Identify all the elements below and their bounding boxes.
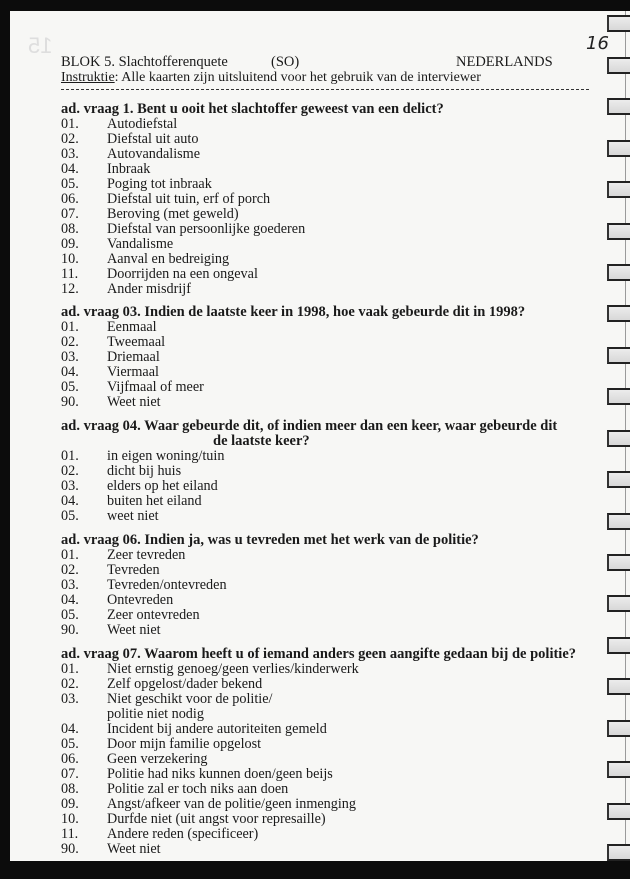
binder-ring: [607, 513, 630, 530]
list-item: 04. Ontevreden: [61, 592, 174, 608]
list-item: 07. Beroving (met geweld): [61, 206, 239, 222]
binder-ring: [607, 223, 630, 240]
list-item: 07. Politie had niks kunnen doen/geen beijs: [61, 766, 333, 782]
binder-ring: [607, 140, 630, 157]
list-item: 10. Durfde niet (uit angst voor represaille): [61, 811, 326, 827]
binder-ring: [607, 15, 630, 32]
binder-ring: [607, 595, 630, 612]
list-item: 11. Doorrijden na een ongeval: [61, 266, 258, 282]
handwritten-page-number: 16: [586, 33, 609, 54]
list-item: 05. Vijfmaal of meer: [61, 379, 204, 395]
bleed-through-page-number: 15: [28, 33, 53, 58]
binder-ring: [607, 844, 630, 861]
list-item: 12. Ander misdrijf: [61, 281, 191, 297]
document-page: [10, 11, 630, 861]
binder-ring: [607, 305, 630, 322]
question-heading: ad. vraag 06. Indien ja, was u tevreden met het werk van de politie?: [61, 532, 479, 548]
list-item: 04. buiten het eiland: [61, 493, 202, 509]
list-item: 10. Aanval en bedreiging: [61, 251, 230, 267]
list-item: 08. Politie zal er toch niks aan doen: [61, 781, 289, 797]
list-item: 02. dicht bij huis: [61, 463, 182, 479]
list-item: 09. Angst/afkeer van de politie/geen inmenging: [61, 796, 356, 812]
list-item: 04. Viermaal: [61, 364, 159, 380]
instruction-label: Instruktie: [61, 70, 115, 85]
binder-ring: [607, 181, 630, 198]
binder-ring: [607, 678, 630, 695]
binder-ring: [607, 761, 630, 778]
block-code: (SO): [271, 54, 300, 70]
list-item: 05. weet niet: [61, 508, 159, 524]
binder-ring: [607, 637, 630, 654]
binder-ring: [607, 98, 630, 115]
question-heading: ad. vraag 07. Waarom heeft u of iemand anders geen aangifte gedaan bij de politie?: [61, 646, 577, 662]
list-item: 01. Autodiefstal: [61, 116, 178, 132]
list-item: 03. Autovandalisme: [61, 146, 200, 162]
binder-ring: [607, 430, 630, 447]
question-heading: ad. vraag 1. Bent u ooit het slachtoffer geweest van een delict?: [61, 101, 444, 117]
list-item: 01. Niet ernstig genoeg/geen verlies/kinderwerk: [61, 661, 359, 677]
list-item: 03. Niet geschikt voor de politie/ politie niet nodig: [61, 691, 273, 722]
list-item: 09. Vandalisme: [61, 236, 174, 252]
list-item: 08. Diefstal van persoonlijke goederen: [61, 221, 306, 237]
list-item: 06. Geen verzekering: [61, 751, 208, 767]
document-header: [61, 54, 553, 70]
list-item: 02. Zelf opgelost/dader bekend: [61, 676, 263, 692]
instruction-line: [61, 70, 541, 86]
binder-ring: [607, 803, 630, 820]
binder-ring: [607, 57, 630, 74]
list-item: 06. Diefstal uit tuin, erf of porch: [61, 191, 271, 207]
list-item: 01. Zeer tevreden: [61, 547, 186, 563]
list-item: 04. Inbraak: [61, 161, 151, 177]
list-item: 02. Diefstal uit auto: [61, 131, 199, 147]
instruction-text: : Alle kaarten zijn uitsluitend voor het gebruik van de interviewer: [114, 70, 481, 85]
list-item: 90. Weet niet: [61, 622, 161, 638]
list-item: 05. Zeer ontevreden: [61, 607, 200, 623]
question-heading: ad. vraag 04. Waar gebeurde dit, of indien meer dan een keer, waar gebeurde dit de laatste keer?: [61, 418, 558, 449]
list-item: 90. Weet niet: [61, 394, 161, 410]
list-item: 02. Tweemaal: [61, 334, 166, 350]
list-item: 02. Tevreden: [61, 562, 160, 578]
list-item: 90. Weet niet: [61, 841, 161, 857]
list-item: 04. Incident bij andere autoriteiten gemeld: [61, 721, 327, 737]
binder-ring: [607, 347, 630, 364]
list-item: 11. Andere reden (specificeer): [61, 826, 259, 842]
binder-ring: [607, 388, 630, 405]
binder-ring: [607, 471, 630, 488]
list-item: 03. Driemaal: [61, 349, 160, 365]
list-item: 03. Tevreden/ontevreden: [61, 577, 227, 593]
list-item: 05. Poging tot inbraak: [61, 176, 212, 192]
language-label: NEDERLANDS: [456, 54, 553, 70]
binder-ring: [607, 554, 630, 571]
list-item: 03. elders op het eiland: [61, 478, 218, 494]
question-heading: ad. vraag 03. Indien de laatste keer in 1998, hoe vaak gebeurde dit in 1998?: [61, 304, 526, 320]
binder-ring: [607, 720, 630, 737]
list-item: 01. Eenmaal: [61, 319, 157, 335]
block-title: BLOK 5. Slachtofferenquete: [61, 54, 228, 70]
dashed-divider: [61, 89, 589, 90]
list-item: 05. Door mijn familie opgelost: [61, 736, 262, 752]
binder-ring: [607, 264, 630, 281]
list-item: 01. in eigen woning/tuin: [61, 448, 225, 464]
